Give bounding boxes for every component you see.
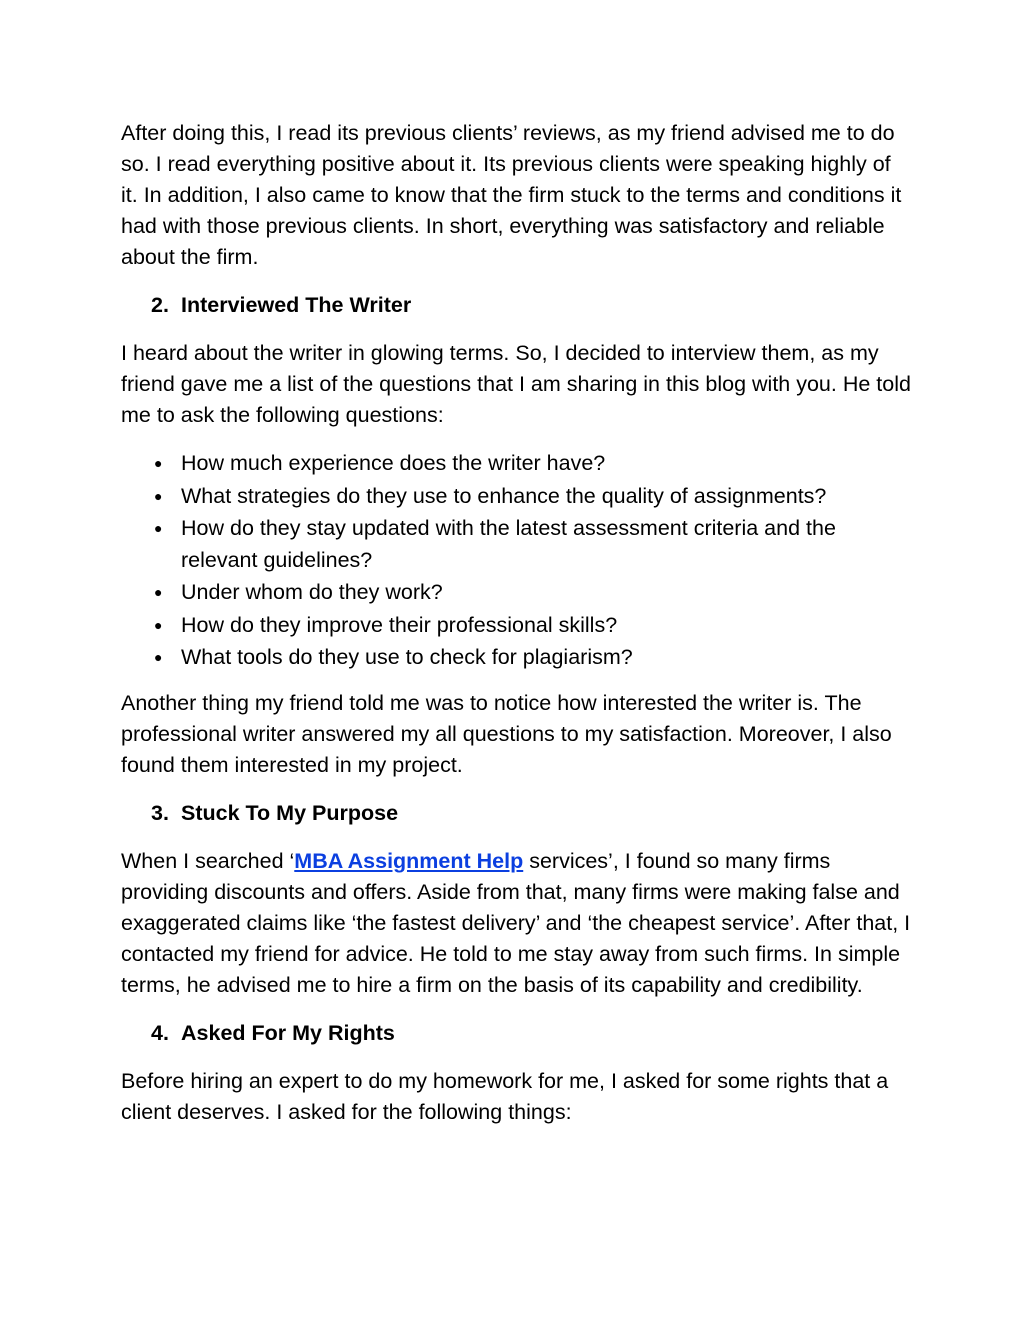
list-item xyxy=(121,513,911,576)
paragraph-interview-intro: I heard about the writer in glowing terms. So, I decided to interview them, as my friend gave me a list of the questions that I am sharing in this blog with you. He told me to ask the following questions: xyxy=(121,341,911,427)
bullet-icon: ● xyxy=(154,455,163,471)
bullet-icon: ● xyxy=(154,649,163,665)
bullet-icon: ● xyxy=(154,616,163,633)
question-text: What tools do they use to check for plagiarism? xyxy=(181,645,633,669)
section-number: 2. xyxy=(151,293,169,317)
question-text: How do they improve their professional skills? xyxy=(181,612,618,637)
section-heading-stuck-to-purpose xyxy=(151,798,911,829)
question-text: How much experience does the writer have? xyxy=(181,451,606,475)
list-item xyxy=(121,610,911,642)
question-text: Under whom do they work? xyxy=(181,580,443,604)
section-number: 4. xyxy=(151,1020,169,1045)
list-item xyxy=(121,642,911,674)
question-list xyxy=(121,448,911,674)
list-item xyxy=(121,577,911,609)
bullet-icon: ● xyxy=(154,584,163,600)
paragraph-search-services xyxy=(121,846,911,1001)
question-text: How do they stay updated with the latest assessment criteria and the relevant guidelines? xyxy=(181,516,836,572)
list-item xyxy=(121,448,911,480)
section-title: Asked For My Rights xyxy=(181,1020,395,1045)
section-number: 3. xyxy=(151,800,169,825)
bullet-icon: ● xyxy=(154,520,163,536)
paragraph-text-before-link: When I searched ‘ xyxy=(121,848,295,873)
list-item xyxy=(121,481,911,513)
document-page xyxy=(121,118,911,1145)
paragraph-writer-interest: Another thing my friend told me was to notice how interested the writer is. The professional writer answered my all questions to my satisfaction. Moreover, I also found them interested in my project. xyxy=(121,690,892,777)
question-text: What strategies do they use to enhance the quality of assignments? xyxy=(181,483,827,508)
paragraph-firm-reviews: After doing this, I read its previous clients’ reviews, as my friend advised me to do so. I read everything positive about it. Its previous clients were speaking highly of it. In addition, I also came to know that the firm stuck to the terms and conditions it had with those previous clients. In short, everything was satisfactory and reliable about the firm. xyxy=(121,121,902,269)
section-title: Stuck To My Purpose xyxy=(181,800,399,825)
mba-assignment-help-link[interactable]: MBA Assignment Help xyxy=(294,848,524,873)
section-heading-interviewed-writer xyxy=(151,290,911,321)
section-title: Interviewed The Writer xyxy=(181,293,412,317)
paragraph-text-after-link: services’, I found so many firms providing discounts and offers. Aside from that, many firms were making false and exaggerated claims like ‘the fastest delivery’ and ‘the cheapest service’. After that, I contacted my friend for advice. He told to me stay away from such firms. In simple terms, he advised me to hire a firm on the basis of its capability and credibility. xyxy=(121,848,911,997)
bullet-icon: ● xyxy=(154,487,163,504)
paragraph-client-rights: Before hiring an expert to do my homework for me, I asked for some rights that a client deserves. I asked for the following things: xyxy=(121,1068,889,1124)
section-heading-asked-for-rights xyxy=(151,1018,911,1049)
